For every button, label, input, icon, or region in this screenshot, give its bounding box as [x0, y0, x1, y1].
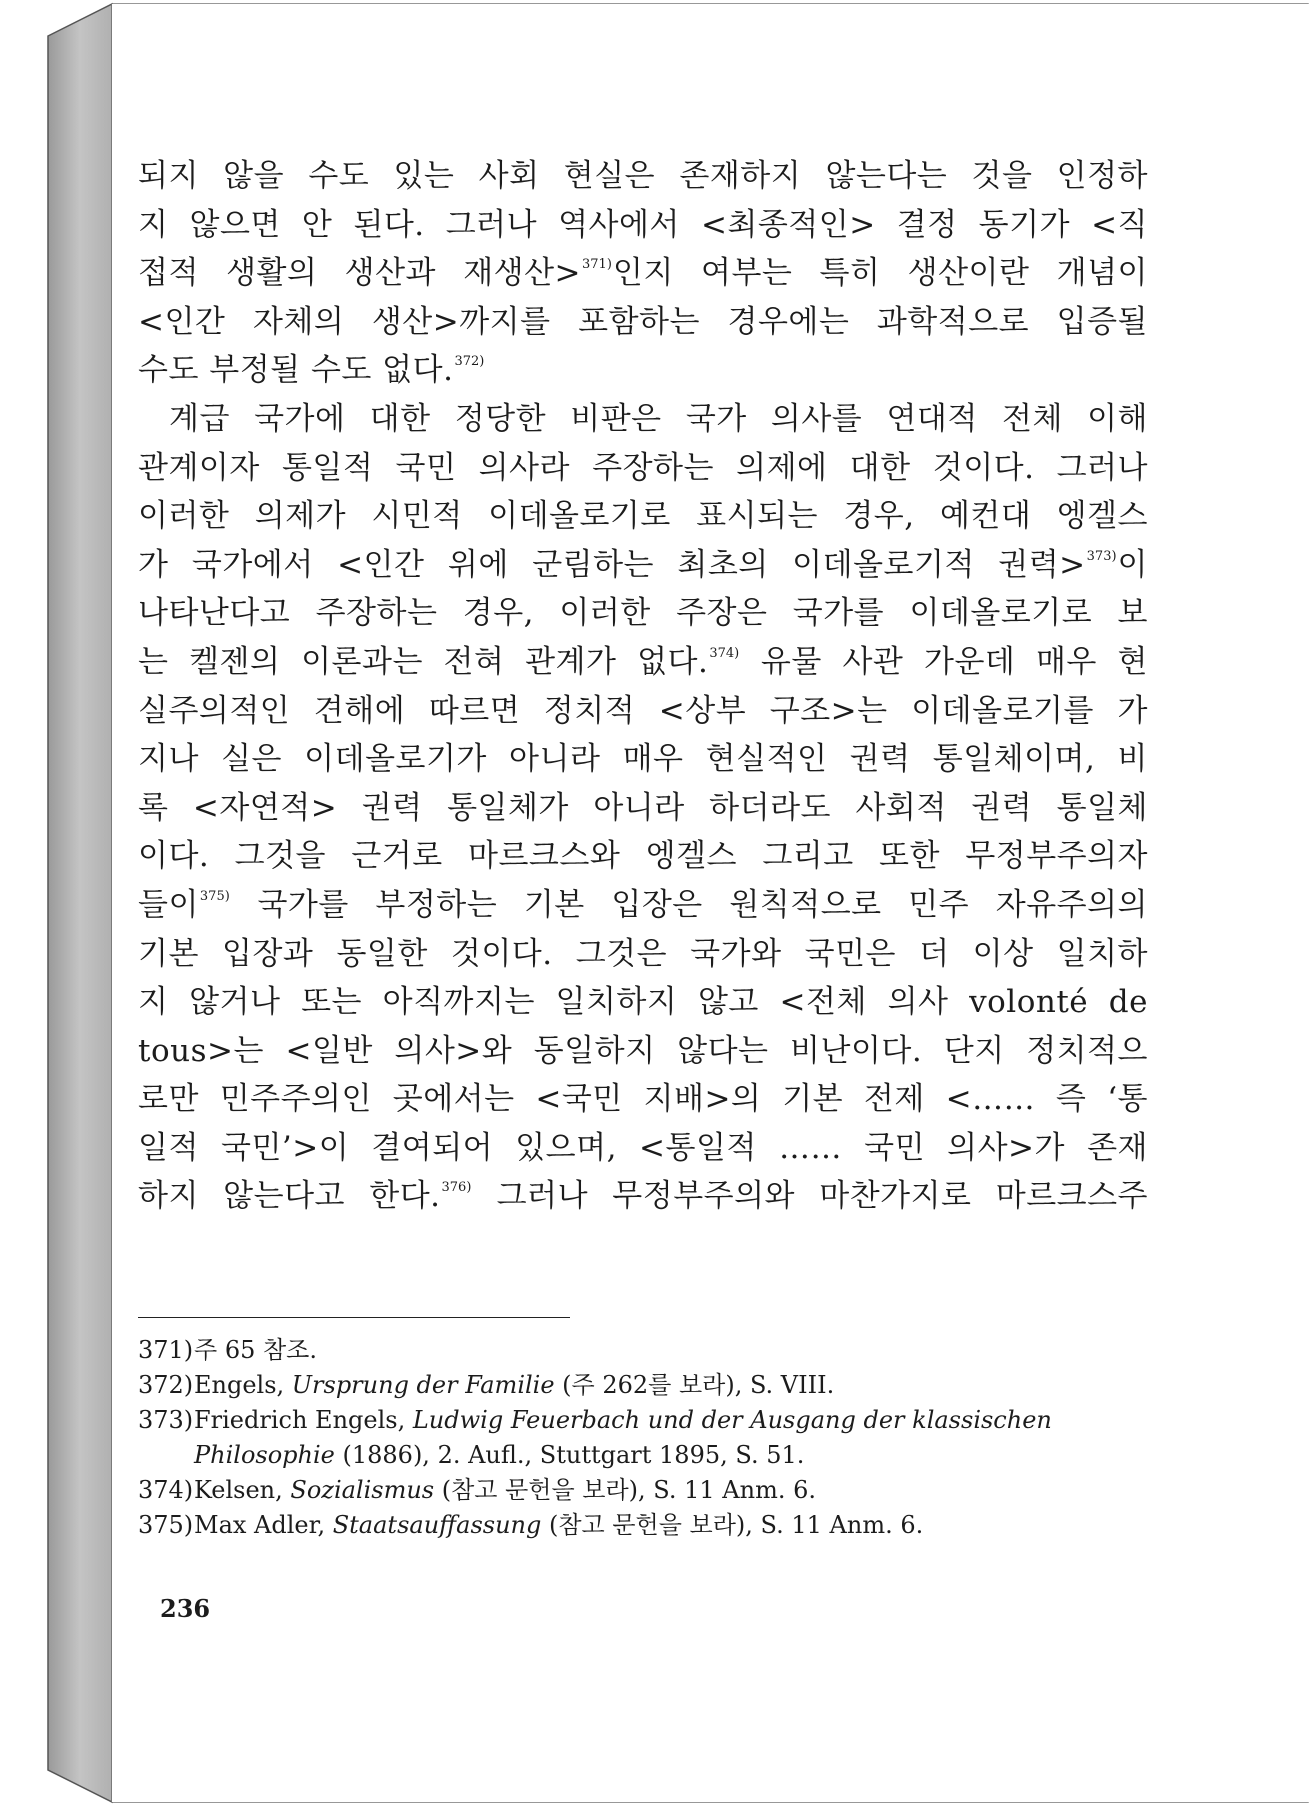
- body-line: 일적 국민’>이 결여되어 있으며, <통일적 …… 국민 의사>가 존재: [138, 1129, 1148, 1166]
- footnote-segment: (1886), 2. Aufl., Stuttgart 1895, S. 51.: [334, 1441, 805, 1469]
- footnote-title: Ludwig Feuerbach und der Ausgang der klassischen: [412, 1406, 1052, 1434]
- body-line: [138, 1172, 1148, 1221]
- footnote-title: Ursprung der Familie: [291, 1371, 555, 1399]
- footnote-number: 375): [138, 1511, 194, 1539]
- footnote-text: [194, 1368, 1148, 1403]
- line-text: 하지 않는다고 한다.: [138, 1178, 441, 1215]
- footnote: [138, 1368, 1148, 1403]
- footnote-text: [194, 1333, 1148, 1368]
- line-text: 인지 여부는 특히 생산이란 개념이: [612, 255, 1148, 292]
- footnote-segment: (참고 문헌을 보라), S. 11 Anm. 6.: [541, 1511, 924, 1539]
- line-text: 들이: [138, 886, 199, 923]
- footnote-segment: Engels,: [194, 1371, 292, 1399]
- footnote-ref: 374): [709, 645, 740, 661]
- body-line: 로만 민주주의인 곳에서는 <국민 지배>의 기본 전제 <…… 즉 ‘통: [138, 1081, 1148, 1118]
- footnote-segment: (참고 문헌을 보라), S. 11 Anm. 6.: [434, 1476, 816, 1504]
- footnote-title: Philosophie: [194, 1441, 335, 1469]
- footnote-segment: Max Adler,: [194, 1511, 333, 1539]
- body-line: 관계이자 통일적 국민 의사라 주장하는 의제에 대한 것이다. 그러나: [138, 449, 1148, 486]
- footnote-ref: 376): [441, 1180, 472, 1196]
- footnote: [138, 1403, 1148, 1473]
- footnote-text: [194, 1473, 1148, 1508]
- body-line: [138, 249, 1148, 298]
- footnote-text: [194, 1508, 1148, 1543]
- body-line: 나타난다고 주장하는 경우, 이러한 주장은 국가를 이데올로기로 보: [138, 595, 1148, 632]
- line-text: 접적 생활의 생산과 재생산>: [138, 255, 582, 292]
- body-text: [138, 152, 1148, 1221]
- footnote: [138, 1473, 1148, 1508]
- body-line: 지 않거나 또는 아직까지는 일치하지 않고 <전체 의사 volonté de: [138, 984, 1148, 1021]
- footnote-title: Sozialismus: [290, 1476, 435, 1504]
- footnote-text: [194, 1403, 1148, 1473]
- body-line: 기본 입장과 동일한 것이다. 그것은 국가와 국민은 더 이상 일치하: [138, 935, 1148, 972]
- footnote-ref: 375): [199, 888, 230, 904]
- footnote-ref: 371): [582, 257, 612, 273]
- body-line: [138, 346, 1148, 395]
- footnote-segment: Kelsen,: [194, 1476, 291, 1504]
- footnote-number: 373): [138, 1406, 194, 1434]
- body-line: [138, 541, 1148, 590]
- line-text: 수도 부정될 수도 없다.: [138, 352, 454, 389]
- line-text: 이: [1117, 546, 1148, 583]
- footnote-number: 372): [138, 1371, 194, 1399]
- footnote: [138, 1508, 1148, 1543]
- line-text: 는 켈젠의 이론과는 전혀 관계가 없다.: [138, 643, 709, 680]
- body-line: tous>는 <일반 의사>와 동일하지 않다는 비난이다. 단지 정치적으: [138, 1032, 1148, 1069]
- body-line: 계급 국가에 대한 정당한 비판은 국가 의사를 연대적 전체 이해: [169, 400, 1148, 437]
- body-line: 이러한 의제가 시민적 이데올로기로 표시되는 경우, 예컨대 엥겔스: [138, 498, 1148, 535]
- footnote-segment: 주 65 참조.: [194, 1336, 317, 1364]
- body-line: 지 않으면 안 된다. 그러나 역사에서 <최종적인> 결정 동기가 <직: [138, 206, 1148, 243]
- body-line: [138, 881, 1148, 930]
- body-line: 되지 않을 수도 있는 사회 현실은 존재하지 않는다는 것을 인정하: [138, 158, 1148, 194]
- footnote-segment: (주 262를 보라), S. VIII.: [554, 1371, 835, 1399]
- footnote: [138, 1333, 1148, 1368]
- footnote-continuation: [194, 1438, 1148, 1473]
- footnote-separator: [138, 1317, 570, 1318]
- body-line: 실주의적인 견해에 따르면 정치적 <상부 구조>는 이데올로기를 가: [138, 692, 1148, 729]
- footnote-ref: 372): [454, 354, 485, 370]
- footnote-number: 371): [138, 1336, 194, 1364]
- body-line: <인간 자체의 생산>까지를 포함하는 경우에는 과학적으로 입증될: [138, 303, 1148, 340]
- line-text: 그러나 무정부주의와 마찬가지로 마르크스주: [472, 1178, 1148, 1215]
- footnote-number: 374): [138, 1476, 194, 1504]
- footnote-segment: Friedrich Engels,: [194, 1406, 413, 1434]
- line-text: 유물 사관 가운데 매우 현: [740, 643, 1148, 680]
- body-line: [138, 638, 1148, 687]
- body-line: 록 <자연적> 권력 통일체가 아니라 하더라도 사회적 권력 통일체: [138, 789, 1148, 826]
- body-line: 지나 실은 이데올로기가 아니라 매우 현실적인 권력 통일체이며, 비: [138, 741, 1148, 778]
- footnotes: [138, 1333, 1148, 1543]
- body-line: 이다. 그것을 근거로 마르크스와 엥겔스 그리고 또한 무정부주의자: [138, 838, 1148, 875]
- footnote-ref: 373): [1086, 548, 1117, 564]
- footnote-title: Staatsauffassung: [332, 1511, 542, 1539]
- line-text: 가 국가에서 <인간 위에 군림하는 최초의 이데올로기적 권력>: [138, 546, 1086, 583]
- line-text: 국가를 부정하는 기본 입장은 원칙적으로 민주 자유주의의: [230, 886, 1148, 923]
- page-number: 236: [160, 1594, 211, 1623]
